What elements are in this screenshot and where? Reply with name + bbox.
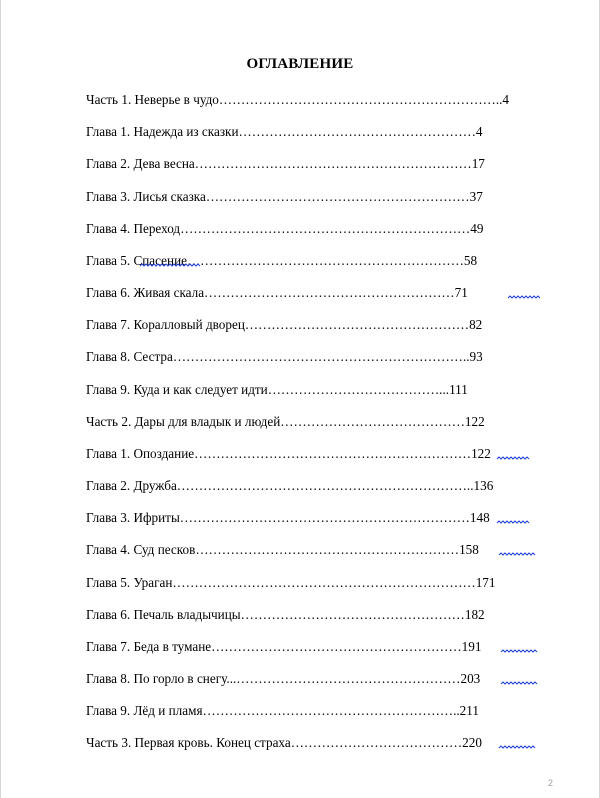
toc-entry-text: Глава 8. По горло в снегу...……………………………………………203 (86, 671, 481, 686)
toc-entry-text: Глава 6. Печаль владычицы……………………………………………182 (86, 607, 485, 622)
page-number: 2 (548, 778, 554, 788)
spellcheck-squiggle (499, 746, 535, 748)
toc-entry-text: Глава 9. Лёд и пламя…………………………………………………..211 (86, 703, 479, 718)
toc-entry-text: Глава 2. Дружба…………………………………………………………..136 (86, 478, 494, 493)
toc-entry-text: Глава 3. Ифриты…………………………………………………………148 (86, 510, 490, 525)
spellcheck-squiggle (501, 650, 537, 652)
toc-entry-text: Часть 2. Дары для владык и людей……………………………………122 (86, 414, 485, 429)
toc-entry-text: Глава 4. Переход…………………………………………………………49 (86, 221, 484, 236)
spellcheck-squiggle (497, 457, 529, 459)
toc-entry-text: Глава 2. Дева весна………………………………………………………17 (86, 156, 485, 171)
toc-entry-text: Глава 7. Коралловый дворец……………………………………………82 (86, 317, 483, 332)
toc-entry-text: Часть 3. Первая кровь. Конец страха…………………………………220 (86, 735, 482, 750)
spellcheck-squiggle (501, 682, 537, 684)
toc-entry-text: Глава 5. Ураган……………………………………………………………171 (86, 575, 496, 590)
toc-entry-text: Глава 1. Опоздание………………………………………………………122 (86, 446, 491, 461)
toc-entry-text: Глава 4. Суд песков……………………………………………………158 (86, 542, 479, 557)
toc-entry-text: Глава 6. Живая скала…………………………………………………71 (86, 285, 468, 300)
toc-entry-text: Глава 9. Куда и как следует идти…………………………………...111 (86, 382, 468, 397)
toc-entry-text: Глава 1. Надежда из сказки………………………………………………4 (86, 124, 483, 139)
spellcheck-squiggle (140, 264, 200, 266)
toc-entry-text: Глава 5. Спасение………………………………………………………58 (86, 253, 478, 268)
toc-entry-text: Глава 8. Сестра…………………………………………………………..93 (86, 349, 483, 364)
spellcheck-squiggle (499, 553, 535, 555)
toc-entry-text: Глава 3. Лисья сказка……………………………………………………37 (86, 189, 483, 204)
toc-entry-text: Часть 1. Неверье в чудо………………………………………………………..4 (86, 92, 510, 107)
toc-entry-text: Глава 7. Беда в тумане…………………………………………………191 (86, 639, 482, 654)
spellcheck-squiggle (508, 296, 540, 298)
spellcheck-squiggle (497, 521, 529, 523)
toc-title: ОГЛАВЛЕНИЕ (246, 56, 354, 72)
